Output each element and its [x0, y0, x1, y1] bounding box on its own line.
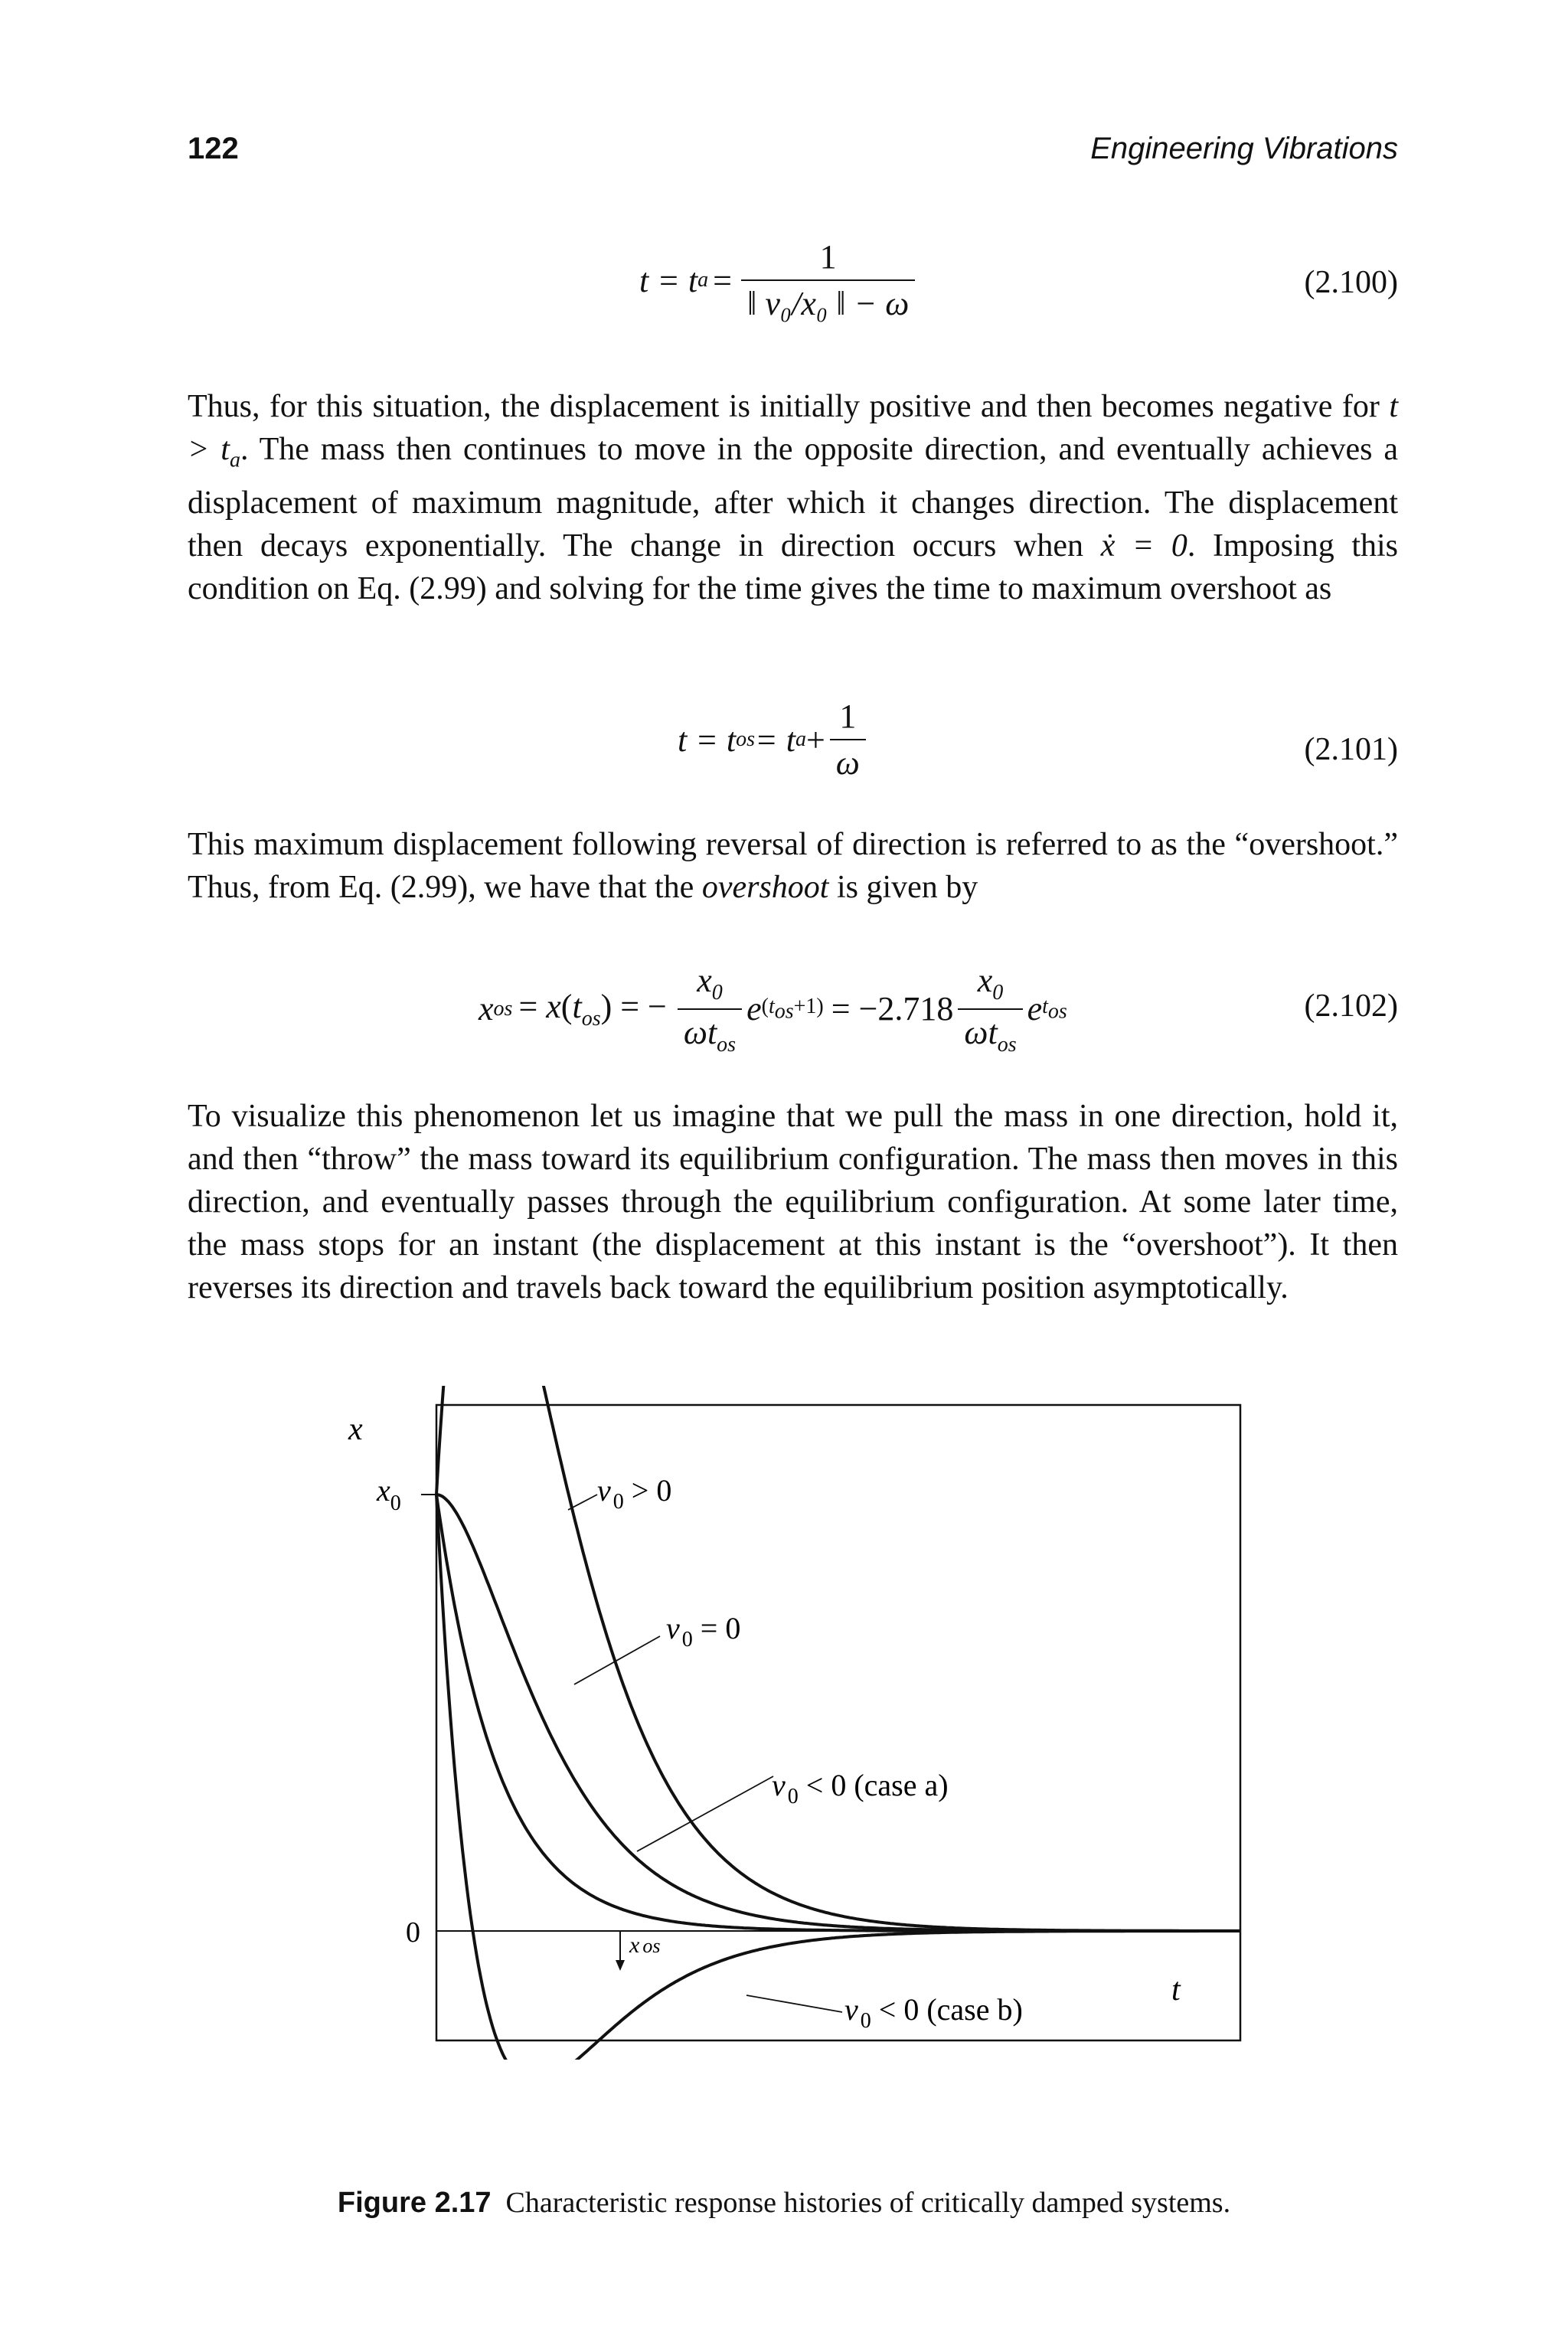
p2-text-a: This maximum displacement following reversal of direction is referred to as the “overshoot.” Thus, from Eq. (2.99), we have that the — [188, 827, 1398, 905]
eq-fraction-1: $\frac{x_0}{\omega t_{os}}$ — [678, 961, 742, 1057]
label-v0-negative-case-b: v $_0$ < 0 (case b) — [844, 1992, 1023, 2033]
leader-line-4 — [746, 1995, 842, 2012]
eq-fraction — [741, 237, 915, 323]
eq-lhs-sub: os — [736, 727, 756, 751]
eq-lhs-sub: a — [697, 268, 709, 292]
eq-denominator: ‖ v₀/x₀ ‖ − ω — [741, 279, 915, 323]
caption-label: Figure 2.17 — [337, 2187, 492, 2219]
equation-2-102: x os = $x(t_{os})$ = − $\frac{x_0}{\omega t_{os}}$ e $(t_{os}+1)$ = −2.718 $\frac{x_0}{\omega t_{os}}$ e $t_{os}$ (2.102) — [479, 962, 1398, 1057]
eq-numerator: 1 — [819, 238, 837, 276]
equation-number: (2.100) — [1304, 265, 1398, 300]
eq-plus: + — [805, 720, 825, 759]
equation-2-100: t = t a = $\frac{1}{\text{‖ v₀/x₀ ‖ − ω}}$ (2.100) — [639, 238, 1398, 322]
figure-caption — [0, 2186, 1568, 2220]
running-header-title: Engineering Vibrations — [1090, 132, 1398, 165]
x0-label: $x_0$ — [377, 1473, 401, 1515]
zero-tick-label: 0 — [406, 1916, 420, 1949]
leader-line-2 — [574, 1636, 660, 1684]
eq-lhs: t = t — [678, 720, 737, 759]
eq-fraction — [830, 697, 866, 782]
paragraph-3: To visualize this phenomenon let us imagine that we pull the mass in one direction, hold it, and then “throw” the mass toward its equilibrium configuration. The mass then moves in this direction, and eventually passes through the equilibrium configuration. At some later time, the mass stops for an instant (the displacement at this instant is the “overshoot”). It then reverses its direction and travels back toward the equilibrium position asymptotically. — [188, 1099, 1398, 1305]
equation-number: (2.102) — [1304, 988, 1398, 1024]
curve-v0-positive — [436, 1386, 1240, 1931]
p1-condition-sub: a — [229, 448, 240, 472]
response-plot — [322, 1386, 1317, 2060]
label-v0-zero: v $_0$ = 0 — [666, 1611, 741, 1652]
leader-line-1 — [568, 1495, 597, 1510]
curve-v0-negative-a — [436, 1495, 1240, 1931]
label-v0-negative-case-a: v $_0$ < 0 (case a) — [772, 1768, 949, 1808]
p1-condition: t > t — [188, 389, 1398, 467]
xos-label: x os — [629, 1933, 661, 1958]
eq-mid-sub: a — [795, 727, 806, 751]
p1-xdot: ẋ = 0 — [1100, 528, 1187, 564]
plot-frame — [436, 1405, 1240, 2040]
y-axis-label: x — [348, 1412, 363, 1447]
equation-number: (2.101) — [1304, 732, 1398, 767]
curve-v0-zero — [436, 1495, 1240, 1931]
p2-emphasis: overshoot — [701, 870, 829, 905]
x-axis-label: t — [1171, 1972, 1181, 2008]
page-number: 122 — [188, 132, 239, 165]
p1-text-a: Thus, for this situation, the displacement is initially positive and then becomes negative for — [188, 389, 1390, 424]
label-v0-positive: v $_0$ > 0 — [597, 1473, 672, 1514]
eq-mid: = t — [755, 720, 795, 759]
curve-group — [436, 1386, 1240, 2060]
figure-2-17 — [322, 1386, 1317, 2060]
p1-text-b: . The mass then continues to move in the opposite direction, and eventually achieves a displacement of maximum magnitude, after which it changes direction. The displacement then decays exponentially. The change in direction occurs when — [188, 432, 1398, 564]
equation-2-101 — [188, 689, 1398, 804]
p2-text-b: is given by — [828, 870, 978, 905]
eq-numerator: 1 — [839, 698, 857, 735]
eq-lhs: t = t — [639, 261, 698, 299]
overshoot-arrowhead — [616, 1960, 625, 1971]
paragraph-1 — [188, 385, 1398, 610]
eq-fraction-2: $\frac{x_0}{\omega t_{os}}$ — [958, 961, 1022, 1057]
caption-text: Characteristic response histories of critically damped systems. — [505, 2187, 1231, 2219]
p1-text-c: . Imposing this condition on Eq. (2.99) and solving for the time gives the time to maximum overshoot as — [188, 528, 1399, 607]
paragraph-2 — [188, 823, 1398, 909]
eq-constant: = −2.718 — [831, 990, 954, 1028]
eq-denominator: ω — [830, 739, 866, 782]
